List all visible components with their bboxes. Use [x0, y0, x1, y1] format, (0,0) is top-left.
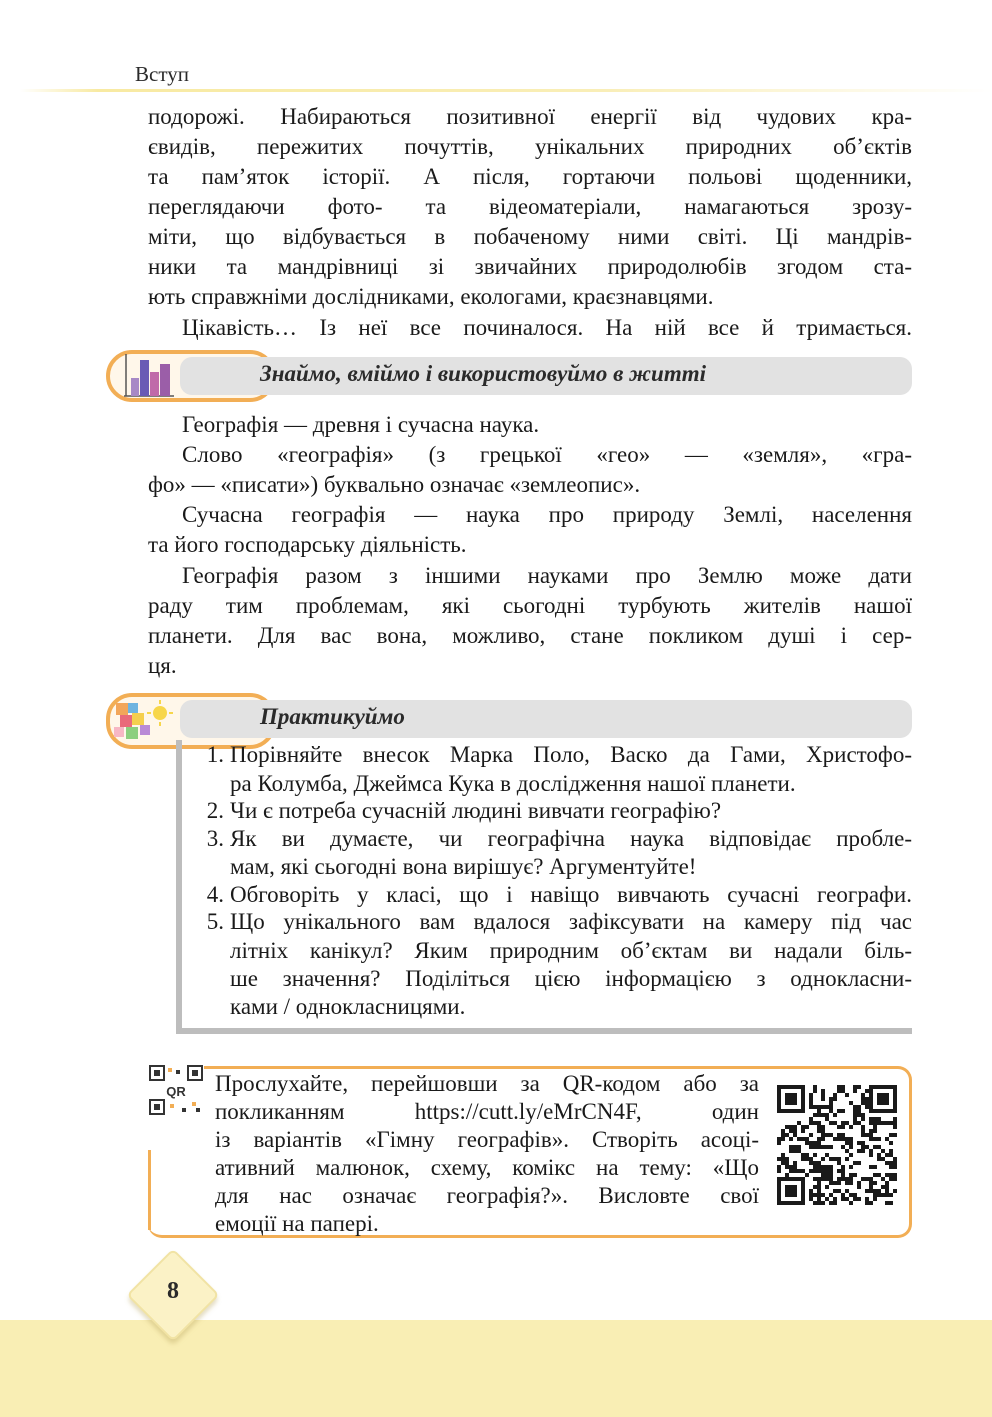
running-header: Вступ	[135, 62, 189, 86]
list-item-line: ше значення? Поділіться цією інформацією з однокласни-	[230, 966, 912, 991]
list-item-line: Як ви думаєте, чи географічна наука відповідає пробле-	[230, 826, 912, 851]
qr-task-line: емоції на папері.	[215, 1211, 379, 1236]
list-number: 2.	[206, 798, 224, 823]
list-number: 5.	[206, 909, 224, 934]
intro-line: ники та мандрівниці зі звичайних природолюбів згодом ста-	[148, 254, 912, 279]
list-item-line: Чи є потреба сучасній людині вивчати географію?	[230, 798, 722, 823]
qr-code-icon[interactable]	[777, 1085, 897, 1205]
section-title-know: Знаймо, вміймо і використовуймо в житті	[260, 361, 706, 386]
qr-task-line: із варіантів «Гімну географів». Створіть асоці-	[215, 1127, 759, 1152]
puzzle-icon	[112, 697, 178, 749]
qr-task-frame-left	[148, 1150, 151, 1230]
page-number: 8	[167, 1278, 179, 1304]
qr-task-line: покликанням https://cutt.ly/eMrCN4F, один	[215, 1099, 759, 1124]
intro-line: Цікавість… Із неї все починалося. На ній все й тримається.	[182, 315, 912, 340]
qr-badge-label: QR	[166, 1084, 186, 1099]
know-line: фо» — «писати») буквально означає «землеопис».	[148, 472, 641, 497]
know-line: Сучасна географія — наука про природу Землі, населення	[182, 502, 912, 527]
know-line: планети. Для вас вона, можливо, стане покликом душі і сер-	[148, 623, 912, 648]
intro-line: ють справжніми дослідниками, екологами, краєзнавцями.	[148, 284, 714, 309]
section-title-practice: Практикуймо	[260, 704, 405, 729]
footer-band	[0, 1320, 992, 1417]
list-item-line: мам, які сьогодні вона вирішує? Аргументуйте!	[230, 854, 697, 879]
know-line: Географія разом з іншими науками про Землю може дати	[182, 563, 912, 588]
intro-line: переглядаючи фото- та відеоматеріали, намагаються зрозу-	[148, 194, 912, 219]
know-line: раду тим проблемам, які сьогодні турбують жителів нашої	[148, 593, 912, 618]
list-item-line: Порівняйте внесок Марка Поло, Васко да Гами, Христофо-	[230, 742, 912, 767]
know-line: Слово «географія» (з грецької «гео» — «земля», «гра-	[182, 442, 912, 467]
qr-task-line: для нас означає географія?». Висловте свої	[215, 1183, 759, 1208]
list-item-line: літніх канікул? Яким природним об’єктам ви надали біль-	[230, 938, 912, 963]
list-item-line: Що унікального вам вдалося зафіксувати на камеру під час	[230, 909, 912, 934]
practice-frame-left	[176, 740, 182, 1034]
intro-line: міти, що відбувається в побаченому ними світі. Ці мандрів-	[148, 224, 912, 249]
practice-frame-bottom	[176, 1028, 912, 1034]
header-rule	[20, 89, 992, 92]
list-item-line: ра Колумба, Джеймса Кука в дослідження нашої планети.	[230, 771, 796, 796]
know-line: Географія — древня і сучасна наука.	[182, 412, 540, 437]
qr-badge-icon	[148, 1064, 204, 1116]
list-item-line: Обговоріть у класі, що і навіщо вивчають сучасні географи.	[230, 882, 912, 907]
qr-task-line: ативний малюнок, схему, комікс на тему: «Що	[215, 1155, 759, 1180]
chart-icon	[120, 352, 176, 398]
intro-line: та пам’яток історії. А після, гортаючи польові щоденники,	[148, 164, 912, 189]
intro-line: подорожі. Набираються позитивної енергії від чудових кра-	[148, 104, 912, 129]
intro-line: євидів, пережитих почуттів, унікальних природних об’єктів	[148, 134, 912, 159]
list-item-line: ками / однокласницями.	[230, 994, 466, 1019]
list-number: 4.	[206, 882, 224, 907]
qr-task-line: Прослухайте, перейшовши за QR-кодом або за	[215, 1071, 759, 1096]
know-line: та його господарську діяльність.	[148, 532, 467, 557]
list-number: 1.	[206, 742, 224, 767]
know-line: ця.	[148, 653, 177, 678]
list-number: 3.	[206, 826, 224, 851]
